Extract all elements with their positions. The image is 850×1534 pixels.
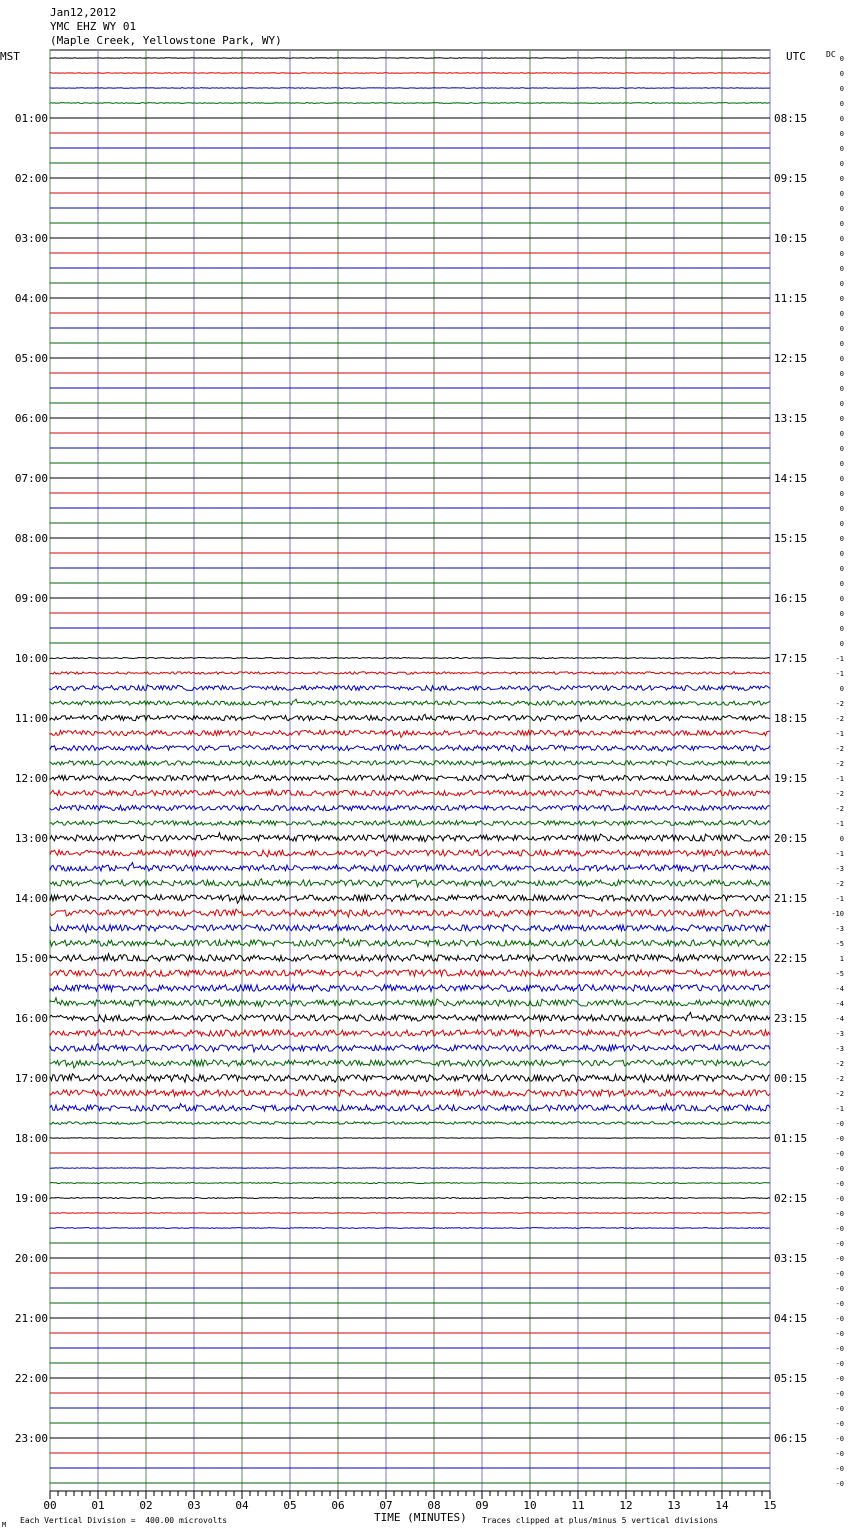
- trace-line: [50, 58, 770, 59]
- dc-offset-value: -0: [835, 1465, 844, 1473]
- dc-offset-value: -3: [835, 925, 844, 933]
- trace-line: [50, 879, 770, 887]
- right-hour-label: 02:15: [774, 1192, 808, 1205]
- trace-line: [50, 657, 770, 658]
- left-hour-label: 04:00: [14, 292, 48, 305]
- left-hour-label: 23:00: [14, 1432, 48, 1445]
- station-location: (Maple Creek, Yellowstone Park, WY): [50, 34, 282, 47]
- dc-offset-value: -2: [835, 1075, 844, 1083]
- right-hour-label: 04:15: [774, 1312, 808, 1325]
- x-tick-label: 11: [571, 1499, 585, 1512]
- dc-offset-value: -1: [835, 820, 844, 828]
- station-code: YMC EHZ WY 01: [50, 20, 137, 33]
- dc-offset-value: -0: [835, 1255, 844, 1263]
- x-tick-label: 02: [139, 1499, 153, 1512]
- left-hour-label: 09:00: [14, 592, 48, 605]
- right-hour-label: 06:15: [774, 1432, 808, 1445]
- dc-offset-value: -0: [835, 1435, 844, 1443]
- right-hour-label: 09:15: [774, 172, 808, 185]
- trace-line: [50, 1228, 770, 1229]
- trace-line: [50, 730, 770, 737]
- right-hour-label: 05:15: [774, 1372, 808, 1385]
- trace-line: [50, 685, 770, 691]
- dc-offset-value: -0: [835, 1300, 844, 1308]
- left-hour-label: 13:00: [14, 832, 48, 845]
- trace-line: [50, 1167, 770, 1168]
- trace-line: [50, 671, 770, 674]
- x-tick-label: 03: [187, 1499, 201, 1512]
- dc-offset-value: 0: [839, 280, 844, 288]
- dc-offset-value: 0: [839, 460, 844, 468]
- dc-offset-value: 0: [839, 265, 844, 273]
- left-hour-label: 15:00: [14, 952, 48, 965]
- dc-offset-value: 0: [839, 685, 844, 693]
- trace-line: [50, 821, 770, 826]
- dc-offset-value: 0: [839, 625, 844, 633]
- trace-line: [50, 1213, 770, 1214]
- right-hour-label: 00:15: [774, 1072, 808, 1085]
- right-hour-label: 01:15: [774, 1132, 808, 1145]
- right-hour-label: 22:15: [774, 952, 808, 965]
- trace-line: [50, 895, 770, 903]
- dc-offset-value: 0: [839, 475, 844, 483]
- x-tick-label: 04: [235, 1499, 249, 1512]
- x-axis: [43, 1491, 776, 1512]
- right-hour-label: 20:15: [774, 832, 808, 845]
- dc-offset-value: 0: [839, 445, 844, 453]
- dc-column-label: DC: [826, 50, 836, 59]
- trace-line: [50, 938, 770, 946]
- trace-line: [50, 774, 770, 781]
- dc-offset-value: 0: [839, 325, 844, 333]
- dc-offset-value: 0: [839, 310, 844, 318]
- dc-offset-value: -2: [835, 745, 844, 753]
- right-hour-label: 19:15: [774, 772, 808, 785]
- dc-offset-value: 1: [839, 955, 844, 963]
- x-tick-label: 15: [763, 1499, 777, 1512]
- minute-grid: [50, 50, 770, 1491]
- left-hour-label: 06:00: [14, 412, 48, 425]
- trace-line: [50, 833, 770, 842]
- left-hour-label: 07:00: [14, 472, 48, 485]
- dc-offset-value: -0: [835, 1405, 844, 1413]
- x-tick-label: 13: [667, 1499, 681, 1512]
- dc-offset-value: -3: [835, 1030, 844, 1038]
- dc-offset-value: -1: [835, 1105, 844, 1113]
- dc-offset-value: -0: [835, 1420, 844, 1428]
- dc-offset-value: -5: [835, 970, 844, 978]
- dc-offset-value: -10: [831, 910, 844, 918]
- dc-offset-value: 0: [839, 145, 844, 153]
- right-hour-label: 14:15: [774, 472, 808, 485]
- dc-offset-value: 0: [839, 70, 844, 78]
- x-tick-label: 12: [619, 1499, 633, 1512]
- trace-line: [50, 850, 770, 857]
- seismic-traces: [50, 58, 770, 1483]
- x-tick-label: 07: [379, 1499, 393, 1512]
- x-tick-label: 10: [523, 1499, 537, 1512]
- dc-offset-value: 0: [839, 610, 844, 618]
- trace-line: [50, 985, 770, 992]
- trace-line: [50, 970, 770, 977]
- x-axis-title: TIME (MINUTES): [374, 1511, 467, 1524]
- dc-offset-value: -4: [835, 1000, 844, 1008]
- trace-line: [50, 103, 770, 104]
- dc-offset-value: -0: [835, 1345, 844, 1353]
- trace-line: [50, 73, 770, 74]
- dc-offset-value: -0: [835, 1225, 844, 1233]
- dc-offset-value: 0: [839, 160, 844, 168]
- dc-offset-value: -1: [835, 670, 844, 678]
- dc-offset-value: -0: [835, 1330, 844, 1338]
- footer-mark: M: [2, 1521, 7, 1529]
- trace-line: [50, 1030, 770, 1036]
- dc-offset-value: 0: [839, 430, 844, 438]
- dc-offset-value: -1: [835, 850, 844, 858]
- dc-offset-value: -0: [835, 1195, 844, 1203]
- dc-offset-value: 0: [839, 535, 844, 543]
- dc-offset-value: -0: [835, 1165, 844, 1173]
- left-hour-label: 18:00: [14, 1132, 48, 1145]
- left-hour-label: 11:00: [14, 712, 48, 725]
- dc-offset-value: -2: [835, 805, 844, 813]
- left-hour-label: 21:00: [14, 1312, 48, 1325]
- x-tick-label: 06: [331, 1499, 345, 1512]
- dc-offset-value: -3: [835, 1045, 844, 1053]
- vertical-division-note: Each Vertical Division = 400.00 microvolts: [20, 1516, 228, 1525]
- right-hour-label: 12:15: [774, 352, 808, 365]
- left-hour-label: 10:00: [14, 652, 48, 665]
- left-hour-label: 16:00: [14, 1012, 48, 1025]
- dc-offset-value: -0: [835, 1135, 844, 1143]
- dc-offset-value: 0: [839, 205, 844, 213]
- dc-offset-value: 0: [839, 835, 844, 843]
- trace-line: [50, 1197, 770, 1198]
- clip-note: Traces clipped at plus/minus 5 vertical divisions: [482, 1516, 719, 1525]
- left-hour-label: 08:00: [14, 532, 48, 545]
- dc-offset-value: 0: [839, 235, 844, 243]
- dc-offset-value: -1: [835, 895, 844, 903]
- trace-line: [50, 699, 770, 705]
- dc-offset-value: -1: [835, 775, 844, 783]
- left-hour-label: 20:00: [14, 1252, 48, 1265]
- x-tick-label: 09: [475, 1499, 489, 1512]
- right-hour-label: 21:15: [774, 892, 808, 905]
- dc-offset-value: -0: [835, 1210, 844, 1218]
- dc-offset-value: 0: [839, 175, 844, 183]
- plot-frame: [50, 50, 770, 1491]
- dc-offset-value: 0: [839, 295, 844, 303]
- trace-line: [50, 1182, 770, 1183]
- dc-offset-value: 0: [839, 370, 844, 378]
- trace-line: [50, 789, 770, 795]
- trace-line: [50, 1044, 770, 1052]
- dc-offset-value: -0: [835, 1360, 844, 1368]
- dc-offset-value: 0: [839, 55, 844, 63]
- left-hour-label: 14:00: [14, 892, 48, 905]
- left-hour-label: 19:00: [14, 1192, 48, 1205]
- dc-offset-value: -2: [835, 1060, 844, 1068]
- right-hour-label: 17:15: [774, 652, 808, 665]
- dc-offset-value: -2: [835, 700, 844, 708]
- dc-offset-value: 0: [839, 415, 844, 423]
- left-timezone-label: MST: [0, 50, 20, 63]
- trace-line: [50, 805, 770, 811]
- trace-line: [50, 1104, 770, 1111]
- dc-offset-value: 0: [839, 340, 844, 348]
- dc-offset-value: 0: [839, 640, 844, 648]
- dc-offset-value: 0: [839, 400, 844, 408]
- right-hour-label: 23:15: [774, 1012, 808, 1025]
- dc-offset-value: -3: [835, 865, 844, 873]
- trace-line: [50, 925, 770, 932]
- trace-line: [50, 88, 770, 89]
- trace-line: [50, 954, 770, 962]
- right-hour-label: 15:15: [774, 532, 808, 545]
- dc-offset-value: 0: [839, 490, 844, 498]
- dc-offset-value: -2: [835, 790, 844, 798]
- dc-offset-value: 0: [839, 190, 844, 198]
- dc-offset-value: -0: [835, 1120, 844, 1128]
- dc-offset-value: 0: [839, 355, 844, 363]
- trace-line: [50, 761, 770, 766]
- x-tick-label: 00: [43, 1499, 57, 1512]
- dc-offset-value: -0: [835, 1285, 844, 1293]
- left-hour-label: 12:00: [14, 772, 48, 785]
- dc-offset-value: -0: [835, 1240, 844, 1248]
- dc-offset-value: 0: [839, 250, 844, 258]
- dc-offset-value: -2: [835, 760, 844, 768]
- dc-offset-value: -0: [835, 1270, 844, 1278]
- x-tick-label: 08: [427, 1499, 441, 1512]
- dc-offset-value: 0: [839, 130, 844, 138]
- trace-line: [50, 714, 770, 721]
- left-hour-label: 03:00: [14, 232, 48, 245]
- dc-offset-value: -0: [835, 1180, 844, 1188]
- trace-line: [50, 1122, 770, 1125]
- trace-line: [50, 1074, 770, 1082]
- left-hour-label: 01:00: [14, 112, 48, 125]
- trace-line: [50, 1060, 770, 1068]
- dc-offset-value: -4: [835, 985, 844, 993]
- dc-offset-value: -5: [835, 940, 844, 948]
- trace-line: [50, 745, 770, 752]
- dc-offset-value: 0: [839, 565, 844, 573]
- right-hour-label: 16:15: [774, 592, 808, 605]
- dc-offset-value: -0: [835, 1480, 844, 1488]
- right-hour-label: 13:15: [774, 412, 808, 425]
- dc-offset-value: 0: [839, 580, 844, 588]
- left-hour-label: 17:00: [14, 1072, 48, 1085]
- dc-offset-column: [831, 55, 844, 1488]
- dc-offset-value: 0: [839, 595, 844, 603]
- trace-line: [50, 998, 770, 1007]
- left-hour-label: 02:00: [14, 172, 48, 185]
- left-hour-label: 05:00: [14, 352, 48, 365]
- dc-offset-value: 0: [839, 220, 844, 228]
- dc-offset-value: 0: [839, 385, 844, 393]
- left-hour-label: 22:00: [14, 1372, 48, 1385]
- x-tick-label: 05: [283, 1499, 297, 1512]
- trace-line: [50, 862, 770, 871]
- dc-offset-value: -0: [835, 1150, 844, 1158]
- right-hour-label: 08:15: [774, 112, 808, 125]
- dc-offset-value: -0: [835, 1375, 844, 1383]
- right-timezone-label: UTC: [786, 50, 806, 63]
- dc-offset-value: 0: [839, 85, 844, 93]
- dc-offset-value: -2: [835, 715, 844, 723]
- trace-line: [50, 909, 770, 917]
- right-hour-label: 11:15: [774, 292, 808, 305]
- dc-offset-value: 0: [839, 505, 844, 513]
- dc-offset-value: -0: [835, 1390, 844, 1398]
- dc-offset-value: -4: [835, 1015, 844, 1023]
- trace-line: [50, 1090, 770, 1096]
- dc-offset-value: -2: [835, 1090, 844, 1098]
- trace-line: [50, 1138, 770, 1139]
- dc-offset-value: -2: [835, 880, 844, 888]
- dc-offset-value: -1: [835, 655, 844, 663]
- dc-offset-value: 0: [839, 115, 844, 123]
- right-hour-label: 18:15: [774, 712, 808, 725]
- dc-offset-value: -0: [835, 1315, 844, 1323]
- right-hour-label: 03:15: [774, 1252, 808, 1265]
- trace-line: [50, 1012, 770, 1022]
- dc-offset-value: -0: [835, 1450, 844, 1458]
- recording-date: Jan12,2012: [50, 6, 117, 19]
- x-tick-label: 01: [91, 1499, 105, 1512]
- dc-offset-value: 0: [839, 520, 844, 528]
- dc-offset-value: 0: [839, 100, 844, 108]
- x-tick-label: 14: [715, 1499, 729, 1512]
- dc-offset-value: -1: [835, 730, 844, 738]
- right-hour-label: 10:15: [774, 232, 808, 245]
- dc-offset-value: 0: [839, 550, 844, 558]
